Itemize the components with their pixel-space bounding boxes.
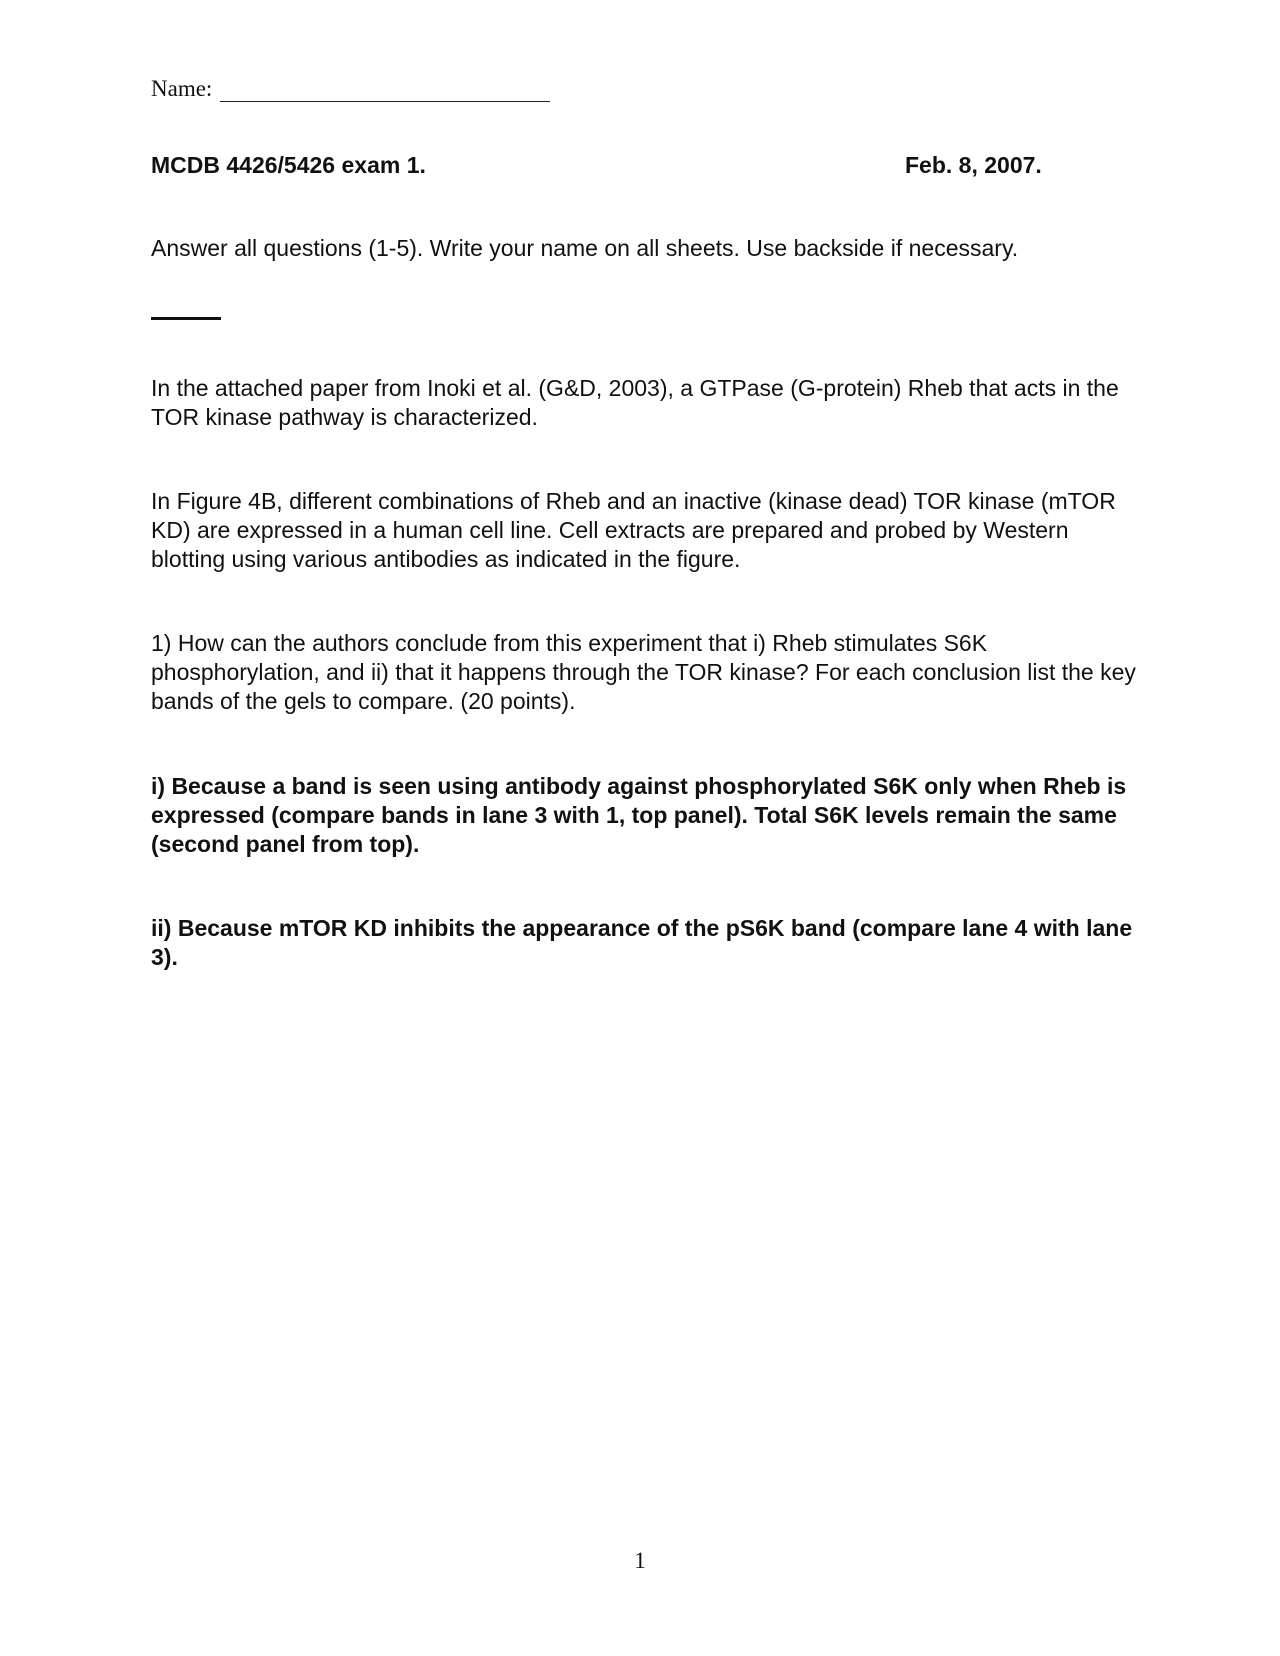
course-title: MCDB 4426/5426 exam 1. bbox=[151, 152, 426, 178]
exam-date: Feb. 8, 2007. bbox=[905, 152, 1042, 178]
instructions: Answer all questions (1-5). Write your name on all sheets. Use backside if necessary. bbox=[151, 235, 1019, 261]
intro-paragraph: In the attached paper from Inoki et al. (G&D, 2003), a GTPase (G-protein) Rheb that acts in the TOR kinase pathway is characterized. bbox=[151, 375, 1119, 430]
answer-i: i) Because a band is seen using antibody against phosphorylated S6K only when Rheb is expressed (compare bands in lane 3 with 1, top panel). Total S6K levels remain the same (second panel from top). bbox=[151, 773, 1127, 857]
figure-description: In Figure 4B, different combinations of Rheb and an inactive (kinase dead) TOR kinase (mTOR KD) are expressed in a human cell line. Cell extracts are prepared and probed by Western blotting using various antibodies as indicated in the figure. bbox=[151, 488, 1116, 572]
name-field bbox=[151, 76, 550, 102]
score-blank-line bbox=[151, 317, 221, 320]
name-label: Name: bbox=[151, 76, 213, 101]
page-number: 1 bbox=[634, 1548, 646, 1573]
question-1: 1) How can the authors conclude from this experiment that i) Rheb stimulates S6K phosphorylation, and ii) that it happens through the TOR kinase? For each conclusion list the key bands of the gels to compare. (20 points). bbox=[151, 630, 1136, 714]
name-blank-line bbox=[220, 79, 550, 102]
answer-ii: ii) Because mTOR KD inhibits the appearance of the pS6K band (compare lane 4 with lane 3). bbox=[151, 915, 1133, 970]
